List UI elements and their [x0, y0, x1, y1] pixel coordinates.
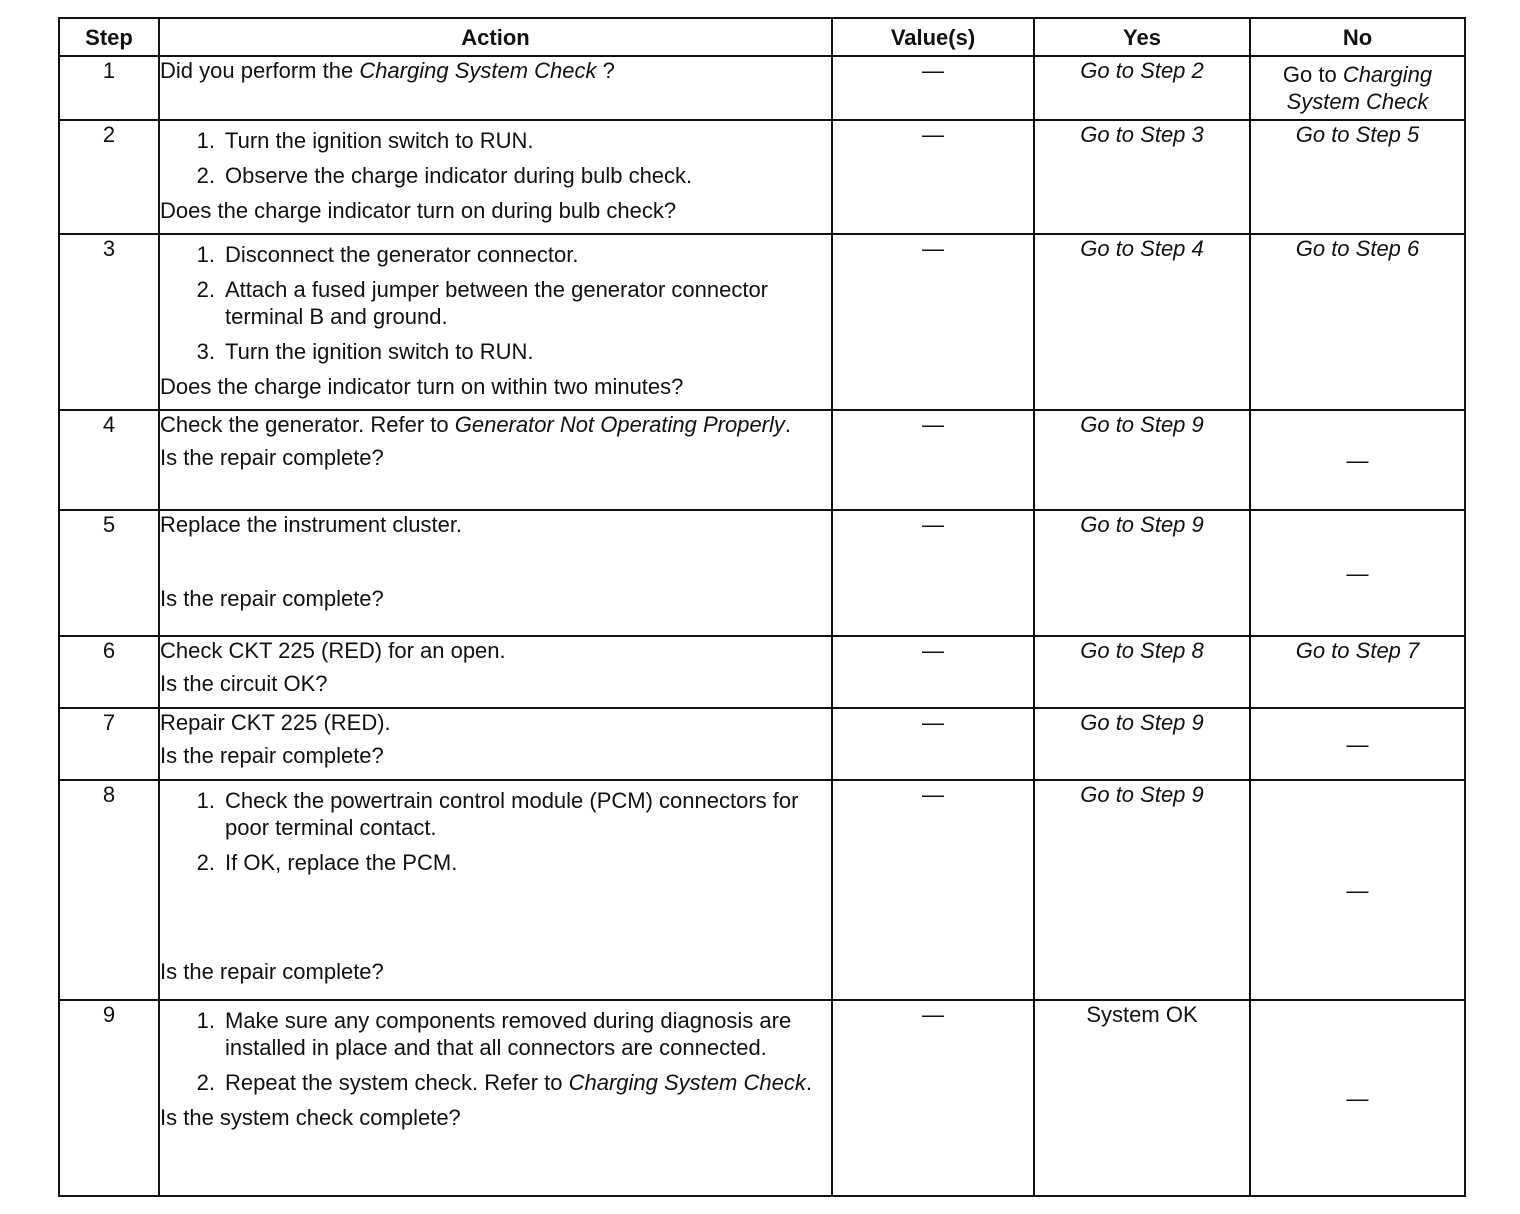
- action-cell: [159, 410, 832, 510]
- step-number: 2: [59, 120, 159, 234]
- action-text-end: .: [784, 412, 792, 437]
- header-row: [59, 18, 1465, 56]
- yes-result: Go to Step 9: [1080, 710, 1204, 735]
- step-number: 7: [59, 708, 159, 780]
- no-cell: [1250, 234, 1465, 410]
- table-row: [59, 510, 1465, 636]
- table-row: [59, 1000, 1465, 1196]
- yes-cell: [1034, 120, 1250, 234]
- action-question: Is the repair complete?: [160, 445, 384, 470]
- action-cell: [159, 234, 832, 410]
- table-row: [59, 636, 1465, 708]
- yes-cell: [1034, 234, 1250, 410]
- value-cell: —: [832, 56, 1034, 120]
- yes-result: Go to Step 9: [1080, 512, 1204, 537]
- no-cell: —: [1250, 708, 1465, 780]
- action-step: 1. Disconnect the generator connector.: [196, 242, 579, 267]
- no-cell: —: [1250, 510, 1465, 636]
- step-number: 4: [59, 410, 159, 510]
- action-cell: [159, 780, 832, 1000]
- step-number: 6: [59, 636, 159, 708]
- header-values: Value(s): [832, 18, 1034, 56]
- step-number: 9: [59, 1000, 159, 1196]
- no-result-reference: Charging System Check: [1286, 62, 1433, 114]
- action-question: Is the repair complete?: [160, 586, 384, 611]
- action-text: Did you perform the: [160, 58, 360, 83]
- no-result: Go to Step 7: [1295, 638, 1420, 663]
- yes-result: Go to Step 3: [1080, 122, 1204, 147]
- header-action: Action: [159, 18, 832, 56]
- step-number: 8: [59, 780, 159, 1000]
- action-text: Check the generator. Refer to: [160, 412, 455, 437]
- action-steps: [160, 787, 831, 876]
- procedure-reference: Charging System Check: [568, 1070, 806, 1095]
- step-number: 1: [59, 56, 159, 120]
- action-steps: [160, 127, 831, 189]
- action-cell: [159, 120, 832, 234]
- value-cell: —: [832, 510, 1034, 636]
- no-cell: [1250, 636, 1465, 708]
- action-cell: [159, 636, 832, 708]
- yes-result: Go to Step 4: [1080, 236, 1204, 261]
- table-row: [59, 56, 1465, 120]
- yes-cell: [1034, 510, 1250, 636]
- action-cell: [159, 708, 832, 780]
- table-row: [59, 410, 1465, 510]
- action-step: 2. Attach a fused jumper between the generator connector terminal B and ground.: [196, 277, 769, 329]
- action-cell: [159, 510, 832, 636]
- table-row: [59, 708, 1465, 780]
- value-cell: —: [832, 234, 1034, 410]
- action-step: 1. Make sure any components removed during diagnosis are installed in place and that all connectors are connected.: [196, 1008, 792, 1060]
- value-cell: —: [832, 120, 1034, 234]
- no-result: Go to Step 5: [1295, 122, 1420, 147]
- action-question: Is the repair complete?: [160, 743, 384, 768]
- procedure-reference: Charging System Check: [359, 58, 597, 83]
- action-cell: [159, 1000, 832, 1196]
- yes-cell: [1034, 410, 1250, 510]
- yes-cell: [1034, 708, 1250, 780]
- no-cell: —: [1250, 1000, 1465, 1196]
- step-number: 3: [59, 234, 159, 410]
- value-cell: —: [832, 636, 1034, 708]
- action-step: 2. Observe the charge indicator during bulb check.: [196, 163, 693, 188]
- yes-result: Go to Step 9: [1080, 412, 1204, 437]
- no-cell: [1250, 56, 1465, 120]
- value-cell: —: [832, 708, 1034, 780]
- no-cell: —: [1250, 780, 1465, 1000]
- procedure-reference: Generator Not Operating Properly: [454, 412, 785, 437]
- action-step: 1. Turn the ignition switch to RUN.: [196, 128, 534, 153]
- no-result-prefix: Go to: [1282, 62, 1343, 87]
- action-steps: [160, 1007, 831, 1096]
- yes-result: Go to Step 2: [1080, 58, 1204, 83]
- action-steps: [160, 241, 831, 365]
- diagnostic-table: [58, 17, 1466, 1197]
- yes-result: Go to Step 8: [1080, 638, 1204, 663]
- action-step: 1. Check the powertrain control module (PCM) connectors for poor terminal contact.: [196, 788, 799, 840]
- header-yes: Yes: [1034, 18, 1250, 56]
- action-text: Replace the instrument cluster.: [160, 512, 463, 537]
- yes-result: Go to Step 9: [1080, 782, 1204, 807]
- header-no: No: [1250, 18, 1465, 56]
- yes-cell: [1034, 780, 1250, 1000]
- action-step: 2. Repeat the system check. Refer to Charging System Check.: [196, 1070, 812, 1095]
- action-step: 3. Turn the ignition switch to RUN.: [196, 339, 534, 364]
- action-question: Is the repair complete?: [160, 959, 384, 984]
- action-question: Is the circuit OK?: [160, 671, 328, 696]
- action-text: Repair CKT 225 (RED).: [160, 710, 391, 735]
- no-cell: [1250, 120, 1465, 234]
- table-row: [59, 780, 1465, 1000]
- action-text-end: ?: [596, 58, 615, 83]
- table-row: [59, 234, 1465, 410]
- table-row: [59, 120, 1465, 234]
- step-number: 5: [59, 510, 159, 636]
- no-result: Go to Step 6: [1295, 236, 1420, 261]
- header-step: Step: [59, 18, 159, 56]
- yes-cell: [1034, 1000, 1250, 1196]
- yes-cell: [1034, 56, 1250, 120]
- action-text: Check CKT 225 (RED) for an open.: [160, 638, 506, 663]
- action-question: Does the charge indicator turn on during bulb check?: [160, 198, 677, 223]
- value-cell: —: [832, 780, 1034, 1000]
- action-cell: [159, 56, 832, 120]
- yes-cell: [1034, 636, 1250, 708]
- action-step: 2. If OK, replace the PCM.: [196, 850, 458, 875]
- value-cell: —: [832, 410, 1034, 510]
- action-question: Does the charge indicator turn on within two minutes?: [160, 374, 684, 399]
- value-cell: —: [832, 1000, 1034, 1196]
- action-question: Is the system check complete?: [160, 1105, 461, 1130]
- no-cell: —: [1250, 410, 1465, 510]
- yes-result: System OK: [1086, 1002, 1198, 1027]
